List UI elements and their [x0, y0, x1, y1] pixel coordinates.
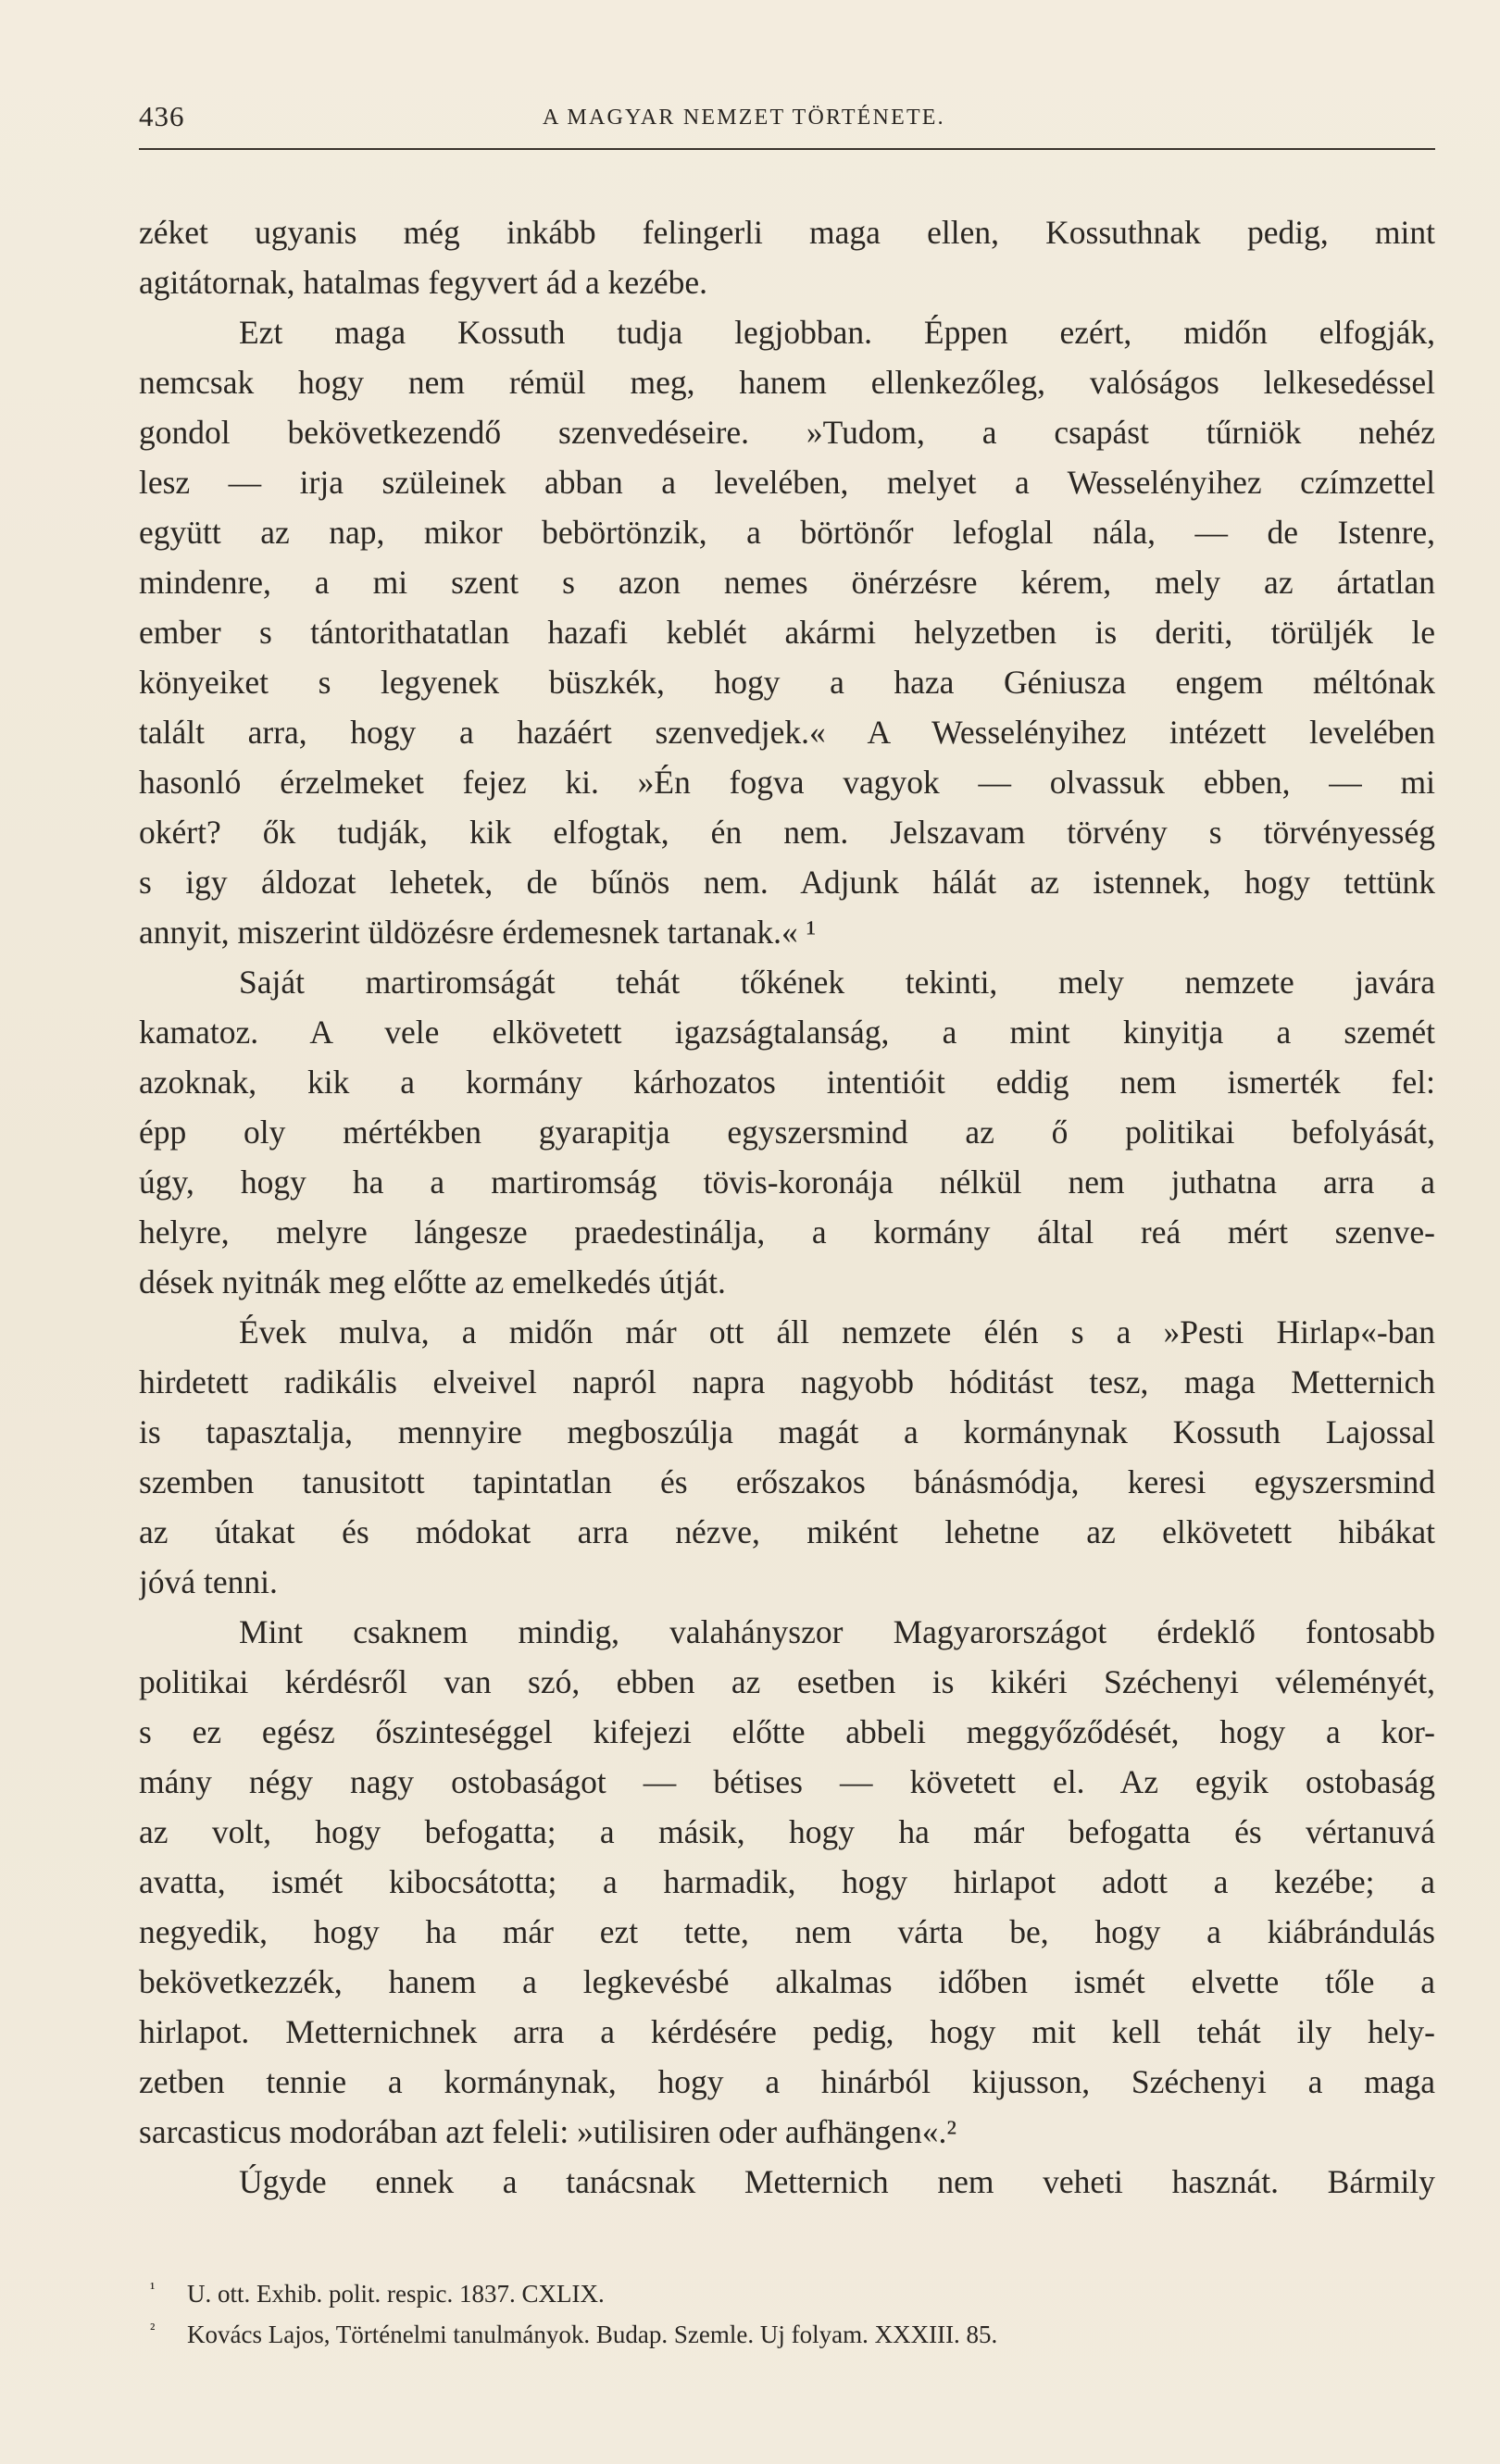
text-line: okért? ők tudják, kik elfogtak, én nem. Jelszavam törvény s törvényesség: [139, 814, 1435, 851]
text-line: talált arra, hogy a hazáért szenvedjek.« A Wesselényihez intézett levelében: [139, 714, 1435, 751]
text-line: kamatoz. A vele elkövetett igazságtalanság, a mint kinyitja a szemét: [139, 1014, 1435, 1051]
text-line: agitátornak, hatalmas fegyvert ád a kezébe.: [139, 264, 708, 301]
text-line: mindenre, a mi szent s azon nemes önérzésre kérem, mely az ártatlan: [139, 564, 1435, 601]
text-line: mány négy nagy ostobaságot — bétises — követett el. Az egyik ostobaság: [139, 1763, 1435, 1800]
text-line: az útakat és módokat arra nézve, miként lehetne az elkövetett hibákat: [139, 1513, 1435, 1550]
text-line: annyit, miszerint üldözésre érdemesnek tartanak.« ¹: [139, 914, 817, 951]
text-line: Saját martiromságát tehát tőkének tekinti, mely nemzete javára: [239, 964, 1435, 1001]
page-number: 436: [139, 100, 185, 132]
text-line: Évek mulva, a midőn már ott áll nemzete élén s a »Pesti Hirlap«-ban: [239, 1313, 1435, 1350]
text-line: zetben tennie a kormánynak, hogy a hinárból kijusson, Széchenyi a maga: [139, 2063, 1435, 2100]
text-line: épp oly mértékben gyarapitja egyszersmind az ő politikai befolyását,: [139, 1114, 1435, 1151]
text-line: hasonló érzelmeket fejez ki. »Én fogva vagyok — olvassuk ebben, — mi: [139, 764, 1435, 801]
text-line: könyeiket s legyenek büszkék, hogy a haza Géniusza engem méltónak: [139, 664, 1435, 701]
text-line: s igy áldozat lehetek, de bűnös nem. Adjunk hálát az istennek, hogy tettünk: [139, 864, 1435, 901]
text-line: azoknak, kik a kormány kárhozatos intentióit eddig nem ismerték fel:: [139, 1064, 1435, 1101]
text-line: lesz — irja szüleinek abban a levelében, melyet a Wesselényihez czímzettel: [139, 464, 1435, 501]
text-line: bekövetkezzék, hanem a legkevésbé alkalmas időben ismét elvette tőle a: [139, 1963, 1435, 2000]
text-line: Úgyde ennek a tanácsnak Metternich nem veheti hasznát. Bármily: [239, 2163, 1435, 2200]
text-line: politikai kérdésről van szó, ebben az esetben is kikéri Széchenyi véleményét,: [139, 1663, 1435, 1700]
footnotes: [139, 2273, 1435, 2355]
text-line: avatta, ismét kibocsátotta; a harmadik, hogy hirlapot adott a kezébe; a: [139, 1863, 1435, 1900]
text-line: úgy, hogy ha a martiromság tövis-koronája nélkül nem juthatna arra a: [139, 1164, 1435, 1201]
text-line: is tapasztalja, mennyire megboszúlja magát a kormánynak Kossuth Lajossal: [139, 1413, 1435, 1450]
text-line: gondol bekövetkezendő szenvedéseire. »Tudom, a csapást tűrniök nehéz: [139, 414, 1435, 451]
text-line: s ez egész őszinteséggel kifejezi előtte abbeli meggyőződését, hogy a kor-: [139, 1713, 1435, 1750]
text-line: együtt az nap, mikor bebörtönzik, a börtönőr lefoglal nála, — de Istenre,: [139, 514, 1435, 551]
page-header: [139, 100, 1435, 150]
text-line: helyre, melyre lángesze praedestinálja, a kormány által reá mért szenve-: [139, 1213, 1435, 1251]
text-line: szemben tanusitott tapintatlan és erőszakos bánásmódja, keresi egyszersmind: [139, 1463, 1435, 1500]
running-title: A MAGYAR NEMZET TÖRTÉNETE.: [543, 106, 945, 130]
text-line: negyedik, hogy ha már ezt tette, nem várta be, hogy a kiábrándulás: [139, 1913, 1435, 1950]
footnote-mark: ¹: [150, 2279, 156, 2297]
text-line: dések nyitnák meg előtte az emelkedés útját.: [139, 1263, 726, 1300]
footnote: [139, 2314, 1435, 2355]
text-line: nemcsak hogy nem rémül meg, hanem ellenkezőleg, valóságos lelkesedéssel: [139, 364, 1435, 401]
footnote: [139, 2273, 1435, 2314]
text-line: az volt, hogy befogatta; a másik, hogy ha már befogatta és vértanuvá: [139, 1813, 1435, 1850]
text-line: Mint csaknem mindig, valahányszor Magyarországot érdeklő fontosabb: [239, 1613, 1435, 1650]
text-line: zéket ugyanis még inkább felingerli maga ellen, Kossuthnak pedig, mint: [139, 214, 1435, 251]
main-text: [139, 207, 1435, 2207]
text-line: hirdetett radikális elveivel napról napra nagyobb hóditást tesz, maga Metternich: [139, 1363, 1435, 1400]
text-line: sarcasticus modorában azt feleli: »utilisiren oder aufhängen«.²: [139, 2113, 957, 2150]
footnote-mark: ²: [150, 2320, 156, 2338]
text-line: hirlapot. Metternichnek arra a kérdésére pedig, hogy mit kell tehát ily hely-: [139, 2013, 1435, 2050]
text-line: jóvá tenni.: [139, 1563, 278, 1600]
text-line: Ezt maga Kossuth tudja legjobban. Éppen ezért, midőn elfogják,: [239, 314, 1435, 351]
footnote-text: Kovács Lajos, Történelmi tanulmányok. Budap. Szemle. Uj folyam. XXXIII. 85.: [187, 2321, 998, 2348]
footnote-text: U. ott. Exhib. polit. respic. 1837. CXLIX.: [187, 2280, 605, 2308]
text-line: ember s tántorithatatlan hazafi keblét akármi helyzetben is deriti, törüljék le: [139, 614, 1435, 651]
